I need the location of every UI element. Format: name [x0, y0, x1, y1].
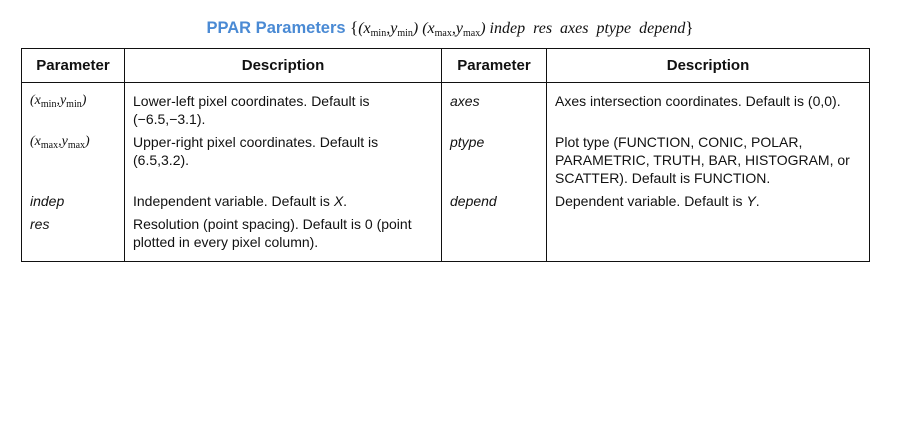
caption-syntax: {$(x_{min},y_{min})$ $(x_{max},y_{max})$ indep res axes ptype depend} — [350, 18, 694, 39]
param-empty — [442, 212, 547, 262]
desc-min-coords: Lower-left pixel coordinates. Default is (−6.5,−3.1). — [125, 83, 442, 131]
table-row — [22, 189, 870, 212]
param-ymax-sub: max — [67, 140, 86, 151]
caption-open-brace: { — [350, 18, 359, 37]
desc-depend-text: Dependent variable. Default is — [555, 193, 747, 209]
desc-depend-var: Y — [746, 193, 756, 209]
desc-empty — [547, 212, 870, 262]
desc-ptype: Plot type (FUNCTION, CONIC, POLAR, PARAMETRIC, TRUTH, BAR, HISTOGRAM, or SCATTER). Default is FUNCTION. — [555, 134, 850, 186]
header-parameter-left: Parameter — [22, 49, 125, 83]
ppar-parameters-table — [21, 48, 870, 262]
table-caption — [0, 18, 900, 39]
param-ymin: y — [59, 93, 67, 108]
param-ymax: y — [61, 134, 68, 149]
desc-axes: Axes intersection coordinates. Default is (0,0). — [555, 93, 841, 109]
table-row — [22, 130, 870, 189]
param-xmax: x — [34, 134, 41, 149]
param-min-coords: $(x_{min},y_{min})$ — [22, 83, 125, 131]
table-row — [22, 212, 870, 262]
caption-rest: indep res axes ptype depend — [489, 20, 686, 37]
caption-xmax-sub: max — [434, 28, 452, 39]
desc-res: Resolution (point spacing). Default is 0 (point plotted in every pixel column). — [125, 212, 442, 262]
desc-indep-text: Independent variable. Default is — [133, 193, 334, 209]
caption-ymax: y — [455, 20, 463, 37]
table-header-row — [22, 49, 870, 83]
table-row — [22, 83, 870, 131]
desc-indep-var: X — [333, 193, 344, 209]
caption-close-brace: } — [685, 18, 694, 37]
desc-max-coords: Upper-right pixel coordinates. Default is (6.5,3.2). — [125, 130, 442, 189]
header-parameter-right: Parameter — [442, 49, 547, 83]
caption-xmin: x — [363, 20, 371, 37]
param-axes: axes — [442, 83, 547, 131]
caption-xmin-sub: min — [370, 28, 387, 39]
param-xmin: x — [34, 93, 41, 108]
caption-xmax: x — [427, 20, 435, 37]
param-depend: depend — [442, 189, 547, 212]
param-res: res — [22, 212, 125, 262]
param-indep: indep — [22, 189, 125, 212]
desc-indep: Independent variable. Default is X. — [125, 189, 442, 212]
param-ymin-sub: min — [66, 99, 82, 110]
caption-ymax-sub: max — [462, 28, 481, 39]
param-max-coords: $(x_{max},y_{max})$ — [22, 130, 125, 189]
param-xmax-sub: max — [40, 140, 59, 151]
param-xmin-sub: min — [40, 99, 57, 110]
caption-ymin-sub: min — [397, 28, 413, 39]
header-description-left: Description — [125, 49, 442, 83]
desc-depend: Dependent variable. Default is Y. — [555, 193, 760, 209]
caption-title: PPAR Parameters — [206, 19, 346, 37]
caption-ymin: y — [390, 20, 398, 37]
header-description-right: Description — [547, 49, 870, 83]
param-ptype: ptype — [442, 130, 547, 189]
